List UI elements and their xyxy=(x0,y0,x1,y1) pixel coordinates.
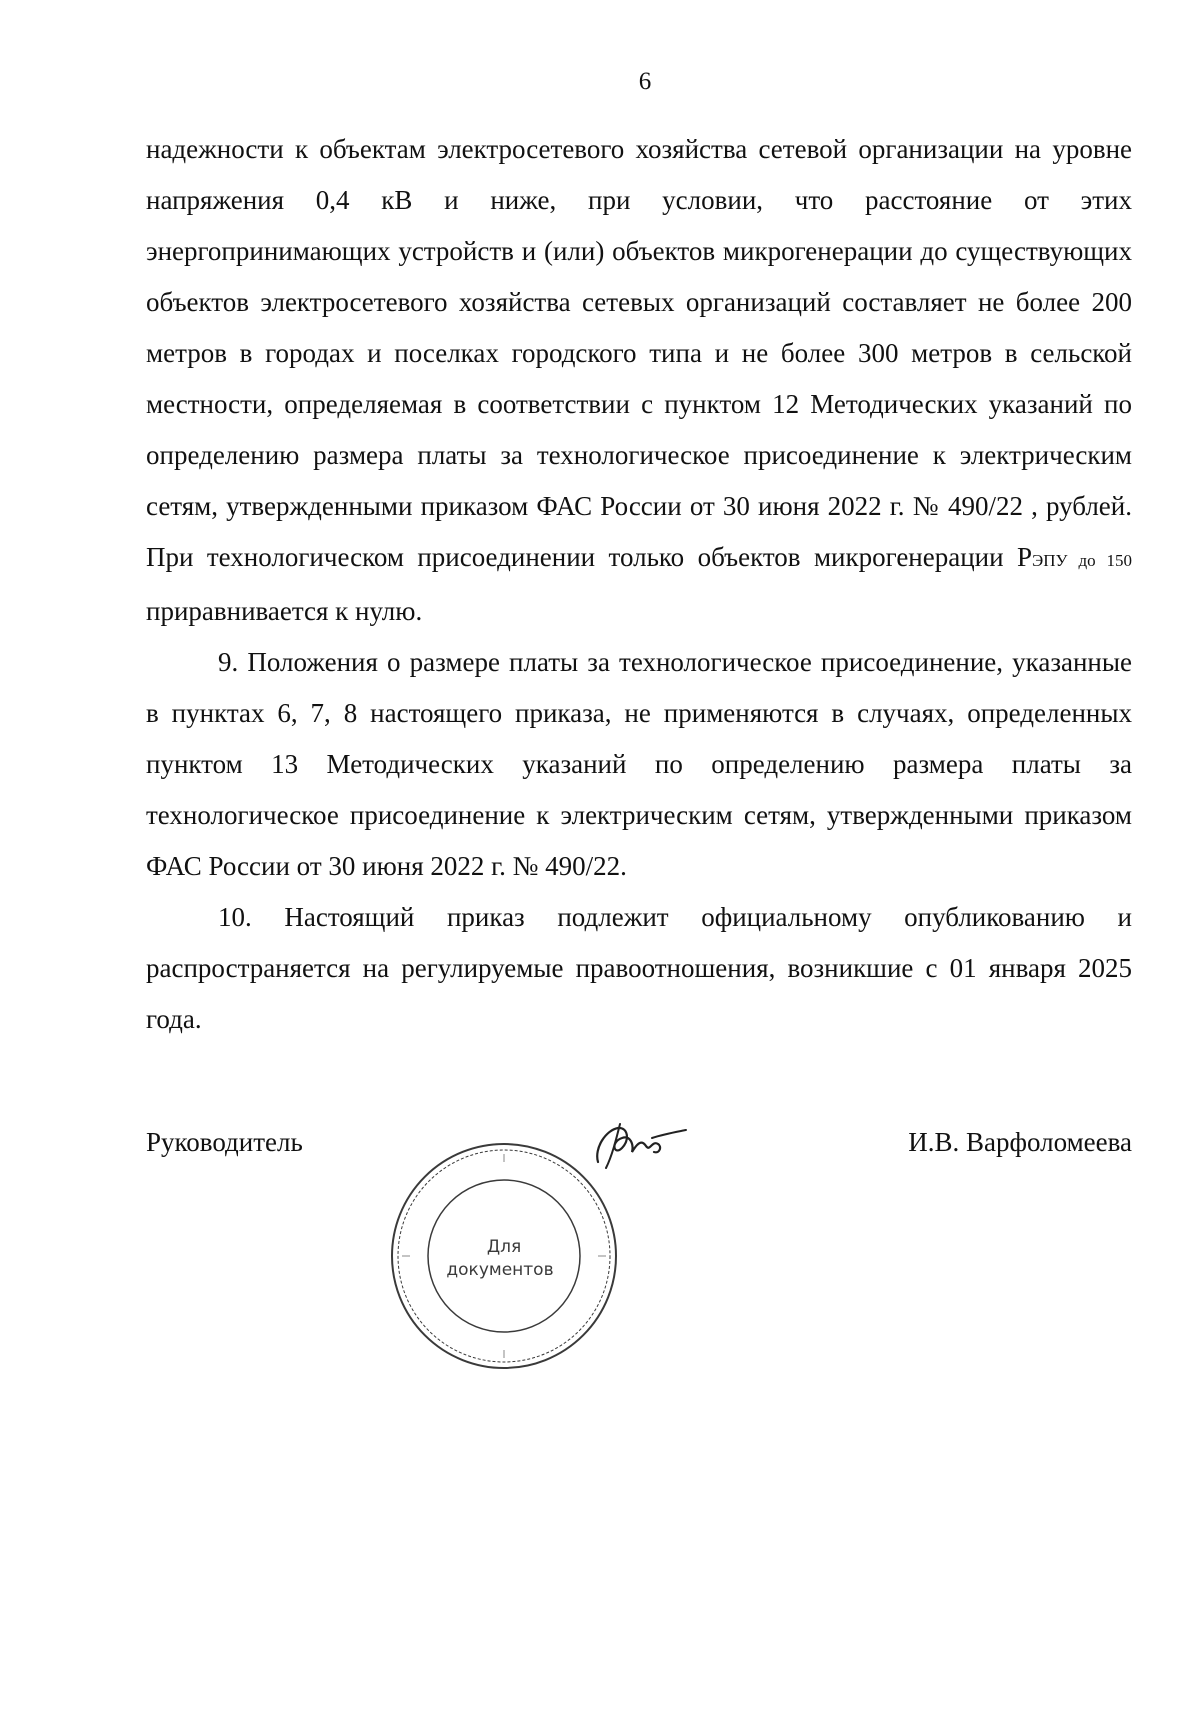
signer-name: И.В. Варфоломеева xyxy=(908,1127,1132,1157)
signer-title: Руководитель xyxy=(146,1127,303,1157)
paragraph-text-end: приравнивается к нулю. xyxy=(146,596,423,626)
official-stamp xyxy=(388,1140,620,1372)
paragraph-item-10: 10. Настоящий приказ подлежит официальному опубликованию и распространяется на регулируемые правоотношения, возникшие с 01 января 2025 года. xyxy=(146,902,1132,1034)
page-number: 6 xyxy=(638,68,652,95)
handwritten-signature xyxy=(592,1118,688,1174)
paragraph-continuation xyxy=(146,124,1132,637)
document-body xyxy=(146,124,1132,1045)
paragraph-text: надежности к объектам электросетевого хозяйства сетевой организации на уровне напряжения 0,4 кВ и ниже, при условии, что расстояние от этих энергопринимающих устройств и (или) объектов микрогенерации до существующих объектов электросетевого хозяйства сетевых организаций составляет не более 200 метров в городах и поселках городского типа и не более 300 метров в сельской местности, определяемая в соответствии с пунктом 12 Методических указаний по определению размера платы за технологическое присоединение к электрическим сетям, утвержденными приказом ФАС России от 30 июня 2022 г. № 490/22 , рублей. При технологическом присоединении только объектов микрогенерации Р xyxy=(146,134,1132,572)
stamp-center-line-2: документов xyxy=(446,1260,554,1280)
paragraph-item-9: 9. Положения о размере платы за технологическое присоединение, указанные в пунктах 6, 7, 8 настоящего приказа, не применяются в случаях, определенных пунктом 13 Методических указаний по определению размера платы за технологическое присоединение к электрическим сетям, утвержденными приказом ФАС России от 30 июня 2022 г. № 490/22. xyxy=(146,647,1132,881)
stamp-center-line-1: Для xyxy=(486,1237,522,1257)
subscript-text: ЭПУ до 150 xyxy=(1032,551,1133,570)
